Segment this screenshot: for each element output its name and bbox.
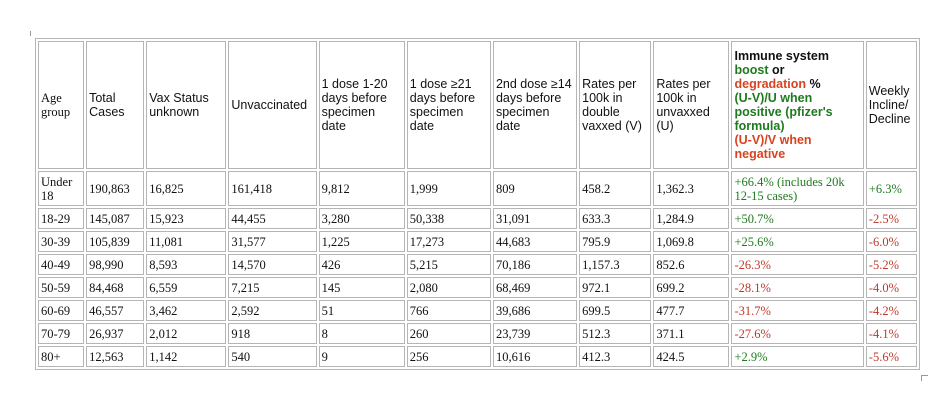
cell-dose1-short: 51 <box>319 300 405 321</box>
cell-rate-vaxxed: 633.3 <box>579 208 651 229</box>
cell-rate-unvaxxed: 699.2 <box>653 277 729 298</box>
cell-dose2: 10,616 <box>493 346 577 367</box>
cell-unvax: 2,592 <box>228 300 316 321</box>
cell-unvax: 44,455 <box>228 208 316 229</box>
cell-immune: +50.7% <box>731 208 863 229</box>
table-row <box>38 277 917 298</box>
cell-rate-vaxxed: 795.9 <box>579 231 651 252</box>
cell-unknown: 8,593 <box>146 254 226 275</box>
cell-dose2: 39,686 <box>493 300 577 321</box>
cell-dose2: 23,739 <box>493 323 577 344</box>
cell-rate-vaxxed: 699.5 <box>579 300 651 321</box>
header-total-cases: Total Cases <box>86 41 144 169</box>
margin-tick <box>30 31 31 36</box>
cell-weekly: -5.6% <box>866 346 917 367</box>
cell-rate-vaxxed: 512.3 <box>579 323 651 344</box>
table-row <box>38 323 917 344</box>
cell-dose1-short: 3,280 <box>319 208 405 229</box>
cell-unvax: 14,570 <box>228 254 316 275</box>
table-row <box>38 231 917 252</box>
immune-line2 <box>734 63 860 77</box>
cell-dose1-long: 766 <box>407 300 491 321</box>
table-row <box>38 300 917 321</box>
margin-corner-mark <box>921 375 928 381</box>
cell-unknown: 1,142 <box>146 346 226 367</box>
header-dose1-long: 1 dose ≥21 days before specimen date <box>407 41 491 169</box>
cell-dose1-long: 17,273 <box>407 231 491 252</box>
cell-immune: +25.6% <box>731 231 863 252</box>
table-row <box>38 254 917 275</box>
cell-dose1-long: 5,215 <box>407 254 491 275</box>
cell-weekly: -4.2% <box>866 300 917 321</box>
cell-rate-unvaxxed: 1,069.8 <box>653 231 729 252</box>
cell-age: 30-39 <box>38 231 84 252</box>
cell-unknown: 15,923 <box>146 208 226 229</box>
cell-rate-unvaxxed: 1,362.3 <box>653 171 729 206</box>
header-dose2: 2nd dose ≥14 days before specimen date <box>493 41 577 169</box>
cell-dose2: 70,186 <box>493 254 577 275</box>
cell-age: 80+ <box>38 346 84 367</box>
cell-total: 145,087 <box>86 208 144 229</box>
cell-age: 50-59 <box>38 277 84 298</box>
cell-rate-unvaxxed: 424.5 <box>653 346 729 367</box>
cell-immune: +2.9% <box>731 346 863 367</box>
cell-dose2: 31,091 <box>493 208 577 229</box>
table-row <box>38 171 917 206</box>
cell-rate-vaxxed: 1,157.3 <box>579 254 651 275</box>
cell-unknown: 3,462 <box>146 300 226 321</box>
cell-rate-unvaxxed: 371.1 <box>653 323 729 344</box>
cell-rate-vaxxed: 412.3 <box>579 346 651 367</box>
cell-total: 46,557 <box>86 300 144 321</box>
cell-age: 18-29 <box>38 208 84 229</box>
immune-title: Immune system <box>734 49 829 63</box>
cell-total: 105,839 <box>86 231 144 252</box>
cell-total: 12,563 <box>86 346 144 367</box>
cell-dose1-long: 1,999 <box>407 171 491 206</box>
header-dose1-short: 1 dose 1-20 days before specimen date <box>319 41 405 169</box>
cell-weekly: -4.0% <box>866 277 917 298</box>
table-row <box>38 208 917 229</box>
cell-dose1-short: 9 <box>319 346 405 367</box>
cell-dose1-short: 426 <box>319 254 405 275</box>
cell-unknown: 11,081 <box>146 231 226 252</box>
cell-immune: -27.6% <box>731 323 863 344</box>
cell-unknown: 2,012 <box>146 323 226 344</box>
cell-age: Under 18 <box>38 171 84 206</box>
cell-dose1-long: 256 <box>407 346 491 367</box>
cell-rate-unvaxxed: 477.7 <box>653 300 729 321</box>
cell-unknown: 16,825 <box>146 171 226 206</box>
cell-unknown: 6,559 <box>146 277 226 298</box>
cell-rate-vaxxed: 458.2 <box>579 171 651 206</box>
cell-dose1-short: 8 <box>319 323 405 344</box>
cell-rate-unvaxxed: 852.6 <box>653 254 729 275</box>
cell-total: 190,863 <box>86 171 144 206</box>
cell-weekly: +6.3% <box>866 171 917 206</box>
cell-dose2: 68,469 <box>493 277 577 298</box>
header-vax-unknown: Vax Status unknown <box>146 41 226 169</box>
cell-unvax: 540 <box>228 346 316 367</box>
cell-rate-vaxxed: 972.1 <box>579 277 651 298</box>
cell-unvax: 31,577 <box>228 231 316 252</box>
cell-weekly: -4.1% <box>866 323 917 344</box>
cell-immune: +66.4% (includes 20k 12-15 cases) <box>731 171 863 206</box>
cell-total: 26,937 <box>86 323 144 344</box>
cell-total: 98,990 <box>86 254 144 275</box>
header-row <box>38 41 917 169</box>
cell-immune: -26.3% <box>731 254 863 275</box>
immune-boost: boost <box>734 63 769 77</box>
cell-weekly: -6.0% <box>866 231 917 252</box>
cell-dose1-long: 2,080 <box>407 277 491 298</box>
cell-immune: -28.1% <box>731 277 863 298</box>
cell-total: 84,468 <box>86 277 144 298</box>
cell-immune: -31.7% <box>731 300 863 321</box>
cell-age: 40-49 <box>38 254 84 275</box>
table-row <box>38 346 917 367</box>
cell-dose1-short: 145 <box>319 277 405 298</box>
header-unvaccinated: Unvaccinated <box>228 41 316 169</box>
cell-rate-unvaxxed: 1,284.9 <box>653 208 729 229</box>
cell-dose1-short: 9,812 <box>319 171 405 206</box>
cell-unvax: 161,418 <box>228 171 316 206</box>
cell-weekly: -5.2% <box>866 254 917 275</box>
cell-dose1-long: 50,338 <box>407 208 491 229</box>
immune-or: or <box>768 63 785 77</box>
immune-degradation: degradation <box>734 77 807 91</box>
header-immune <box>731 41 863 169</box>
cell-age: 70-79 <box>38 323 84 344</box>
header-weekly: Weekly Incline/ Decline <box>866 41 917 169</box>
cell-dose2: 44,683 <box>493 231 577 252</box>
header-rate-unvaxxed: Rates per 100k in unvaxxed (U) <box>653 41 729 169</box>
immune-pct: % <box>806 77 821 91</box>
cell-weekly: -2.5% <box>866 208 917 229</box>
header-age-group: Age group <box>38 41 84 169</box>
vaccination-rates-table <box>35 38 920 370</box>
cell-dose1-short: 1,225 <box>319 231 405 252</box>
cell-dose2: 809 <box>493 171 577 206</box>
immune-positive: (U-V)/U when positive (pfizer's formula) <box>734 91 833 133</box>
cell-unvax: 7,215 <box>228 277 316 298</box>
cell-unvax: 918 <box>228 323 316 344</box>
header-rate-vaxxed: Rates per 100k in double vaxxed (V) <box>579 41 651 169</box>
cell-dose1-long: 260 <box>407 323 491 344</box>
cell-age: 60-69 <box>38 300 84 321</box>
immune-line3 <box>734 77 860 91</box>
immune-negative: (U-V)/V when negative <box>734 133 812 161</box>
